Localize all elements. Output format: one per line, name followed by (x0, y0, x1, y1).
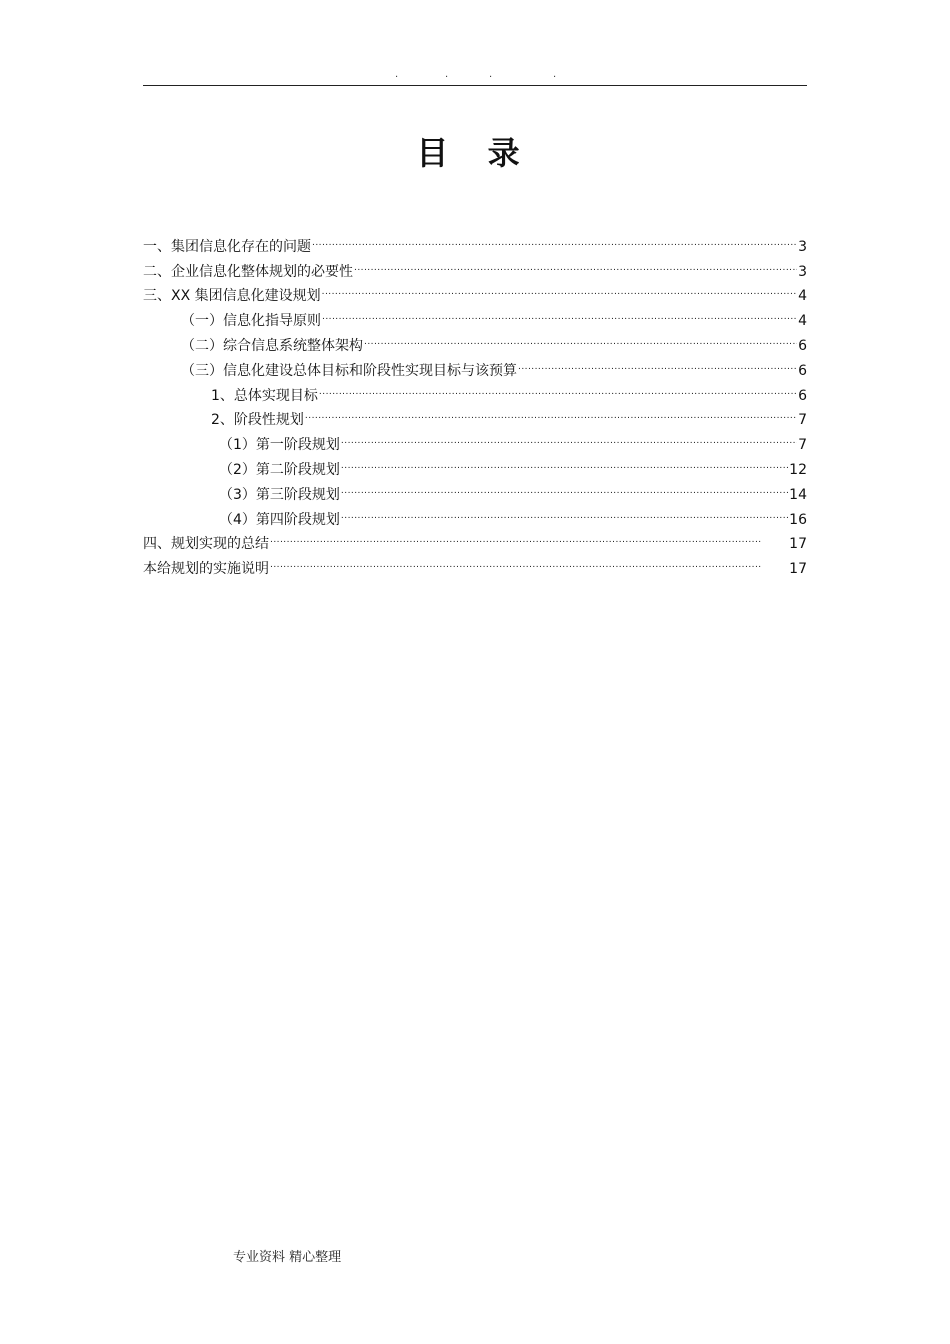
toc-page-number: 17 (789, 536, 807, 553)
table-of-contents (143, 226, 807, 578)
toc-page-number: 7 (798, 412, 807, 429)
toc-entry-title: 本给规划的实施说明 (143, 561, 269, 578)
toc-leader-dots (270, 524, 788, 549)
toc-entry-title: （一）信息化指导原则 (181, 313, 321, 330)
toc-page-number: 3 (798, 263, 807, 280)
toc-page-number: 14 (789, 486, 807, 503)
toc-leader-dots (341, 474, 788, 499)
toc-leader-dots (312, 226, 797, 251)
toc-leader-dots (341, 424, 797, 449)
toc-page-number: 12 (789, 461, 807, 478)
toc-entry-title: 一、集团信息化存在的问题 (143, 238, 311, 255)
toc-leader-dots (341, 449, 788, 474)
toc-entry-title: （2）第二阶段规划 (219, 461, 340, 478)
header-dot: . (489, 69, 493, 80)
toc-leader-dots (322, 300, 797, 325)
toc-page-number: 6 (798, 387, 807, 404)
toc-entry-title: 1、总体实现目标 (211, 387, 318, 404)
toc-entry[interactable] (143, 226, 807, 255)
header-dot: . (553, 69, 557, 80)
toc-leader-dots (319, 375, 797, 400)
toc-entry-title: 2、阶段性规划 (211, 412, 304, 429)
toc-entry-title: 二、企业信息化整体规划的必要性 (143, 263, 353, 280)
toc-page-number: 6 (798, 337, 807, 354)
toc-leader-dots (518, 350, 797, 375)
header-dots (143, 68, 807, 82)
toc-page-number: 4 (798, 313, 807, 330)
toc-page-number: 4 (798, 288, 807, 305)
toc-entry-title: （4）第四阶段规划 (219, 511, 340, 528)
toc-page-number: 16 (789, 511, 807, 528)
toc-page-number: 6 (798, 362, 807, 379)
toc-leader-dots (270, 548, 788, 573)
header-dot: . (395, 69, 399, 80)
toc-leader-dots (305, 400, 797, 425)
toc-entry-title: 三、XX 集团信息化建设规划 (143, 288, 321, 305)
toc-entry-title: （三）信息化建设总体目标和阶段性实现目标与该预算 (181, 362, 517, 379)
page-title: 目 录 (416, 134, 534, 172)
toc-page-number: 7 (798, 437, 807, 454)
toc-entry-title: （1）第一阶段规划 (219, 437, 340, 454)
header-rule (143, 85, 807, 86)
toc-leader-dots (364, 325, 797, 350)
toc-entry-title: （3）第三阶段规划 (219, 486, 340, 503)
toc-leader-dots (322, 276, 797, 301)
toc-leader-dots (354, 251, 797, 276)
toc-page-number: 3 (798, 238, 807, 255)
footer-note: 专业资料 精心整理 (233, 1250, 342, 1265)
toc-page-number: 17 (789, 561, 807, 578)
toc-entry-title: 四、规划实现的总结 (143, 536, 269, 553)
toc-entry-title: （二）综合信息系统整体架构 (181, 337, 363, 354)
toc-leader-dots (341, 499, 788, 524)
header-dot: . (445, 69, 449, 80)
